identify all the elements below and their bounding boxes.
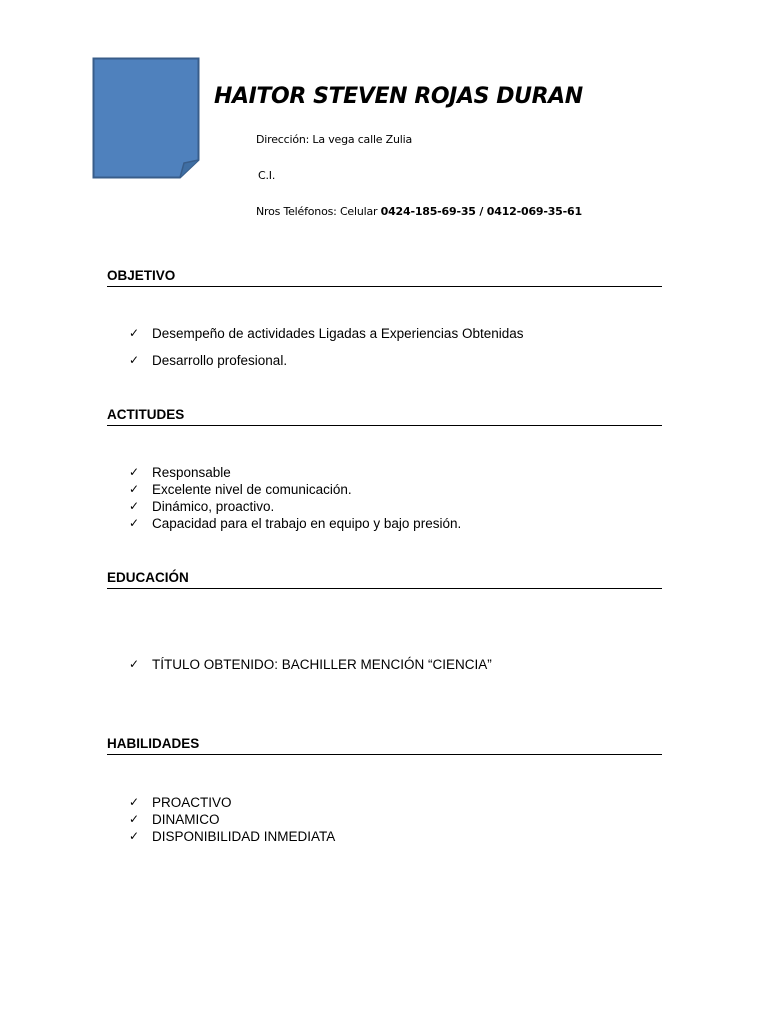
- checkmark-icon: ✓: [129, 326, 140, 340]
- list-item: ✓ Desempeño de actividades Ligadas a Experiencias Obtenidas: [129, 326, 524, 341]
- educacion-list: [129, 656, 492, 673]
- section-title-habilidades: HABILIDADES: [107, 736, 662, 755]
- section-title-actitudes: ACTITUDES: [107, 407, 662, 426]
- ci-label: C.I.: [258, 169, 276, 182]
- checkmark-icon: ✓: [129, 499, 140, 513]
- list-item: ✓ Dinámico, proactivo.: [129, 499, 275, 514]
- checkmark-icon: ✓: [129, 516, 140, 530]
- list-item: ✓ Responsable: [129, 465, 231, 480]
- checkmark-icon: ✓: [129, 795, 140, 809]
- list-item: ✓ PROACTIVO: [129, 795, 232, 810]
- list-item: ✓ DINAMICO: [129, 812, 220, 827]
- list-item: ✓ Capacidad para el trabajo en equipo y bajo presión.: [129, 516, 462, 531]
- checkmark-icon: ✓: [129, 482, 140, 496]
- habilidades-list: [129, 794, 335, 845]
- photo-placeholder: [92, 57, 200, 179]
- phone-numbers: 0424-185-69-35 / 0412-069-35-61: [380, 205, 582, 218]
- checkmark-icon: ✓: [129, 812, 140, 826]
- objetivo-list: [129, 325, 523, 379]
- list-item: ✓ DISPONIBILIDAD INMEDIATA: [129, 829, 336, 844]
- checkmark-icon: ✓: [129, 657, 140, 671]
- list-item: ✓ Excelente nivel de comunicación.: [129, 482, 352, 497]
- section-title-objetivo: OBJETIVO: [107, 268, 662, 287]
- list-item: ✓ Desarrollo profesional.: [129, 353, 288, 368]
- section-title-educacion: EDUCACIÓN: [107, 570, 662, 589]
- phone-line: [256, 205, 582, 218]
- checkmark-icon: ✓: [129, 465, 140, 479]
- checkmark-icon: ✓: [129, 829, 140, 843]
- actitudes-list: [129, 464, 461, 532]
- address-text: Dirección: La vega calle Zulia: [256, 133, 413, 146]
- candidate-name: HAITOR STEVEN ROJAS DURAN: [214, 84, 583, 109]
- phone-label: Nros Teléfonos: Celular: [256, 205, 378, 218]
- checkmark-icon: ✓: [129, 353, 140, 367]
- list-item: ✓ TÍTULO OBTENIDO: BACHILLER MENCIÓN “CIENCIA”: [129, 657, 492, 672]
